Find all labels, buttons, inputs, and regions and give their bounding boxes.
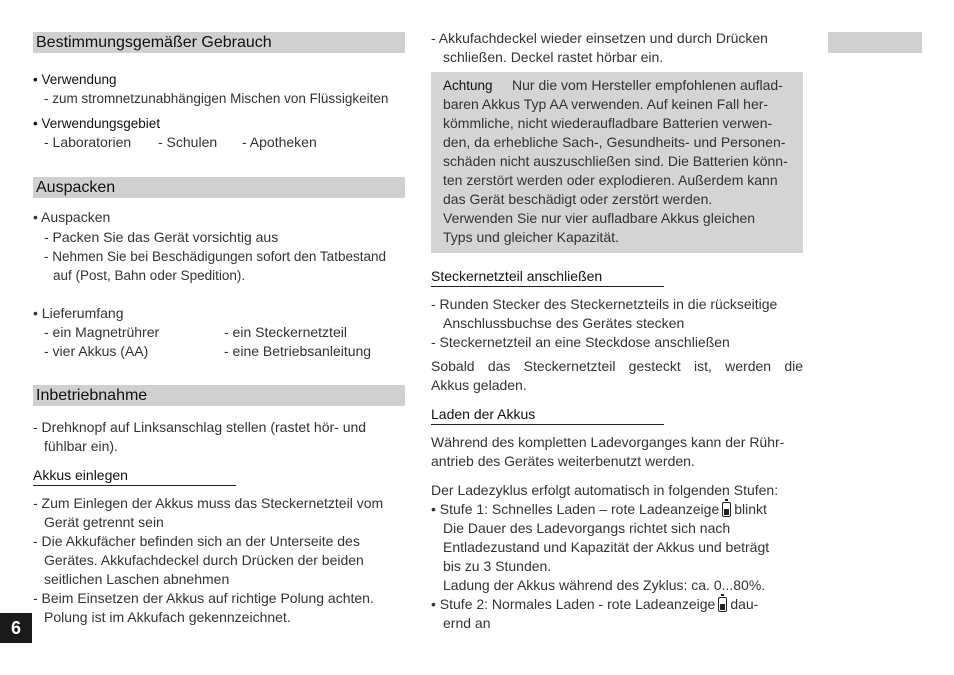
stecker-line: - Steckernetzteil an eine Steckdose anschließen [431, 334, 730, 350]
liefer-item: - ein Magnetrührer [44, 324, 160, 340]
stufe1-detail: bis zu 3 Stunden. [443, 558, 552, 574]
section-header-bestimmung [33, 32, 405, 53]
note-line: Typs und gleicher Kapazität. [443, 229, 619, 245]
gebiet-item: - Schulen [158, 134, 218, 150]
akkudeckel-line: - Akkufachdeckel wieder einsetzen und durch Drücken [431, 30, 768, 46]
stecker-line: Anschlussbuchse des Gerätes stecken [443, 315, 685, 331]
gebiet-label: • Verwendungsgebiet [33, 116, 161, 131]
warning-note-box [431, 72, 803, 253]
auspacken-label: • Auspacken [33, 209, 111, 225]
auspacken-item: - Nehmen Sie bei Beschädigungen sofort den Tatbestand [44, 249, 386, 264]
note-line: kömmliche, nicht wiederaufladbare Batterien verwen- [443, 115, 773, 131]
section-title: Auspacken [36, 179, 116, 196]
note-line: baren Akkus Typ AA verwenden. Auf keinen Fall her- [443, 96, 769, 112]
stufe1-detail: Die Dauer des Ladevorgangs richtet sich nach [443, 520, 731, 536]
note-line: schäden nicht auszuschließen sind. Die Batterien könn- [443, 153, 788, 169]
stufe2-detail: ernd an [443, 615, 491, 631]
sobald-line: Akkus geladen. [431, 377, 527, 393]
section-title: Inbetriebnahme [36, 387, 148, 404]
stecker-line: - Runden Stecker des Steckernetzteils in die rückseitige [431, 296, 778, 312]
stufe1-text-end: blinkt [734, 501, 767, 517]
side-tab [828, 32, 922, 53]
subheading-akkus: Akkus einlegen [33, 466, 236, 486]
note-line: das Gerät beschädigt oder zerstört werden. [443, 191, 713, 207]
section-header-auspacken [33, 177, 405, 198]
akkus-line: Polung ist im Akkufach gekennzeichnet. [44, 609, 291, 625]
subheading-laden: Laden der Akkus [431, 405, 664, 425]
note-line: ten zerstört werden oder explodieren. Außerdem kann [443, 172, 778, 188]
liefer-item: - ein Steckernetzteil [224, 324, 347, 340]
stufe1-detail: Entladezustand und Kapazität der Akkus und beträgt [443, 539, 770, 555]
gebiet-item: - Apotheken [242, 134, 317, 150]
battery-icon [722, 502, 731, 517]
battery-icon [718, 597, 727, 612]
stufe2-line [431, 595, 758, 614]
section-header-inbetriebnahme [33, 385, 405, 406]
stufe2-text-end: dau- [730, 596, 759, 612]
page-number: 6 [0, 613, 32, 643]
inbetrieb-line: - Drehknopf auf Linksanschlag stellen (rastet hör- und [33, 419, 367, 435]
zyklus-line: Der Ladezyklus erfolgt automatisch in folgenden Stufen: [431, 482, 779, 498]
inbetrieb-line: fühlbar ein). [44, 438, 118, 454]
section-title: Bestimmungsgemäßer Gebrauch [36, 34, 272, 51]
akkus-line: Gerät getrennt sein [44, 514, 164, 530]
akkus-line: Gerätes. Akkufachdeckel durch Drücken der beiden [44, 552, 364, 568]
stufe1-detail: Ladung der Akkus während des Zyklus: ca. 0...80%. [443, 577, 766, 593]
note-line: Nur die vom Hersteller empfohlenen auflad- [512, 77, 783, 93]
akkus-line: - Beim Einsetzen der Akkus auf richtige Polung achten. [33, 590, 374, 606]
liefer-item: - eine Betriebsanleitung [224, 343, 372, 359]
auspacken-item: auf (Post, Bahn oder Spedition). [53, 268, 246, 283]
subheading-stecker: Steckernetzteil anschließen [431, 267, 664, 287]
verwendung-label: • Verwendung [33, 72, 117, 87]
auspacken-item: - Packen Sie das Gerät vorsichtig aus [44, 229, 279, 245]
akkus-line: seitlichen Laschen abnehmen [44, 571, 230, 587]
liefer-label: • Lieferumfang [33, 305, 124, 321]
stufe2-text: • Stufe 2: Normales Laden - rote Ladeanzeige [431, 596, 716, 612]
liefer-item: - vier Akkus (AA) [44, 343, 149, 359]
note-line: Verwenden Sie nur vier aufladbare Akkus gleichen [443, 210, 756, 226]
laden-line: Während des kompletten Ladevorganges kann der Rühr- [431, 434, 785, 450]
akkudeckel-line: schließen. Deckel rastet hörbar ein. [443, 49, 664, 65]
note-line: den, da erhebliche Sach-, Gesundheits- und Personen- [443, 134, 786, 150]
gebiet-item: - Laboratorien [44, 134, 132, 150]
akkus-line: - Die Akkufächer befinden sich an der Unterseite des [33, 533, 360, 549]
akkus-line: - Zum Einlegen der Akkus muss das Steckernetzteil vom [33, 495, 384, 511]
stufe1-text: • Stufe 1: Schnelles Laden – rote Ladeanzeige [431, 501, 720, 517]
laden-line: antrieb des Gerätes weiterbenutzt werden. [431, 453, 695, 469]
sobald-line: Sobald das Steckernetzteil gesteckt ist, werden die [431, 358, 803, 374]
stufe1-line [431, 500, 767, 519]
verwendung-item: - zum stromnetzunabhängigen Mischen von Flüssigkeiten [44, 91, 389, 106]
note-label: Achtung [443, 78, 493, 93]
